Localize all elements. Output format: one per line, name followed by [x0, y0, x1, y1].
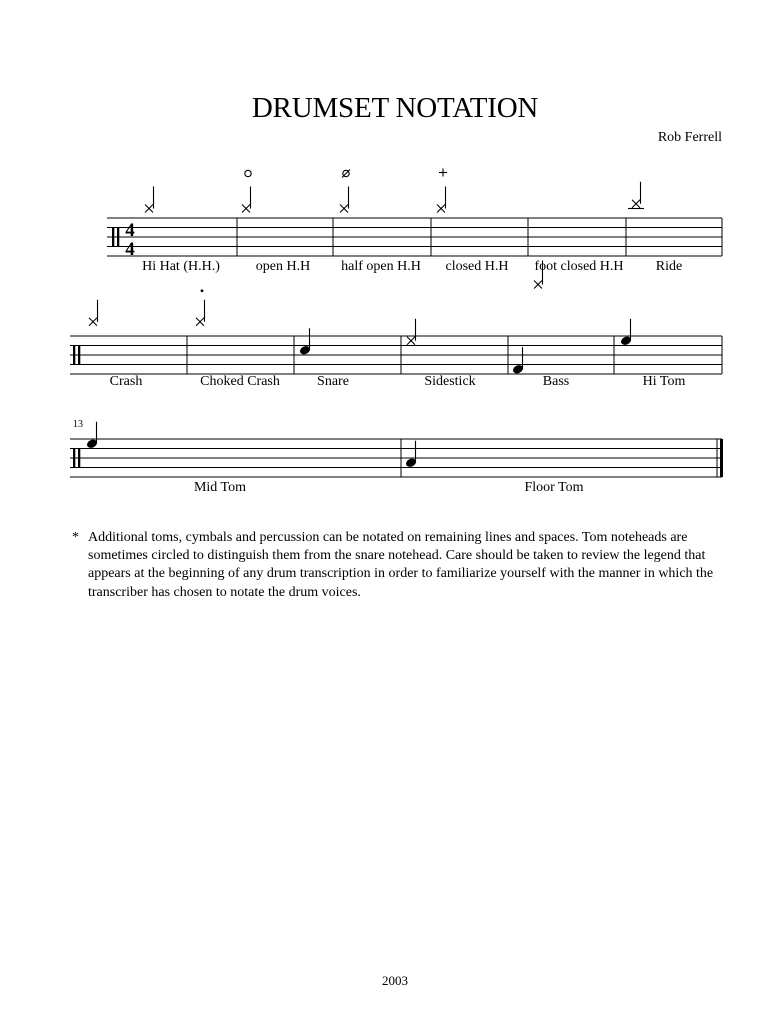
footnote-text: Additional toms, cymbals and percussion can be notated on remaining lines and spaces. Tom noteheads are sometimes circled to distinguish them from the snare notehead. Care should be taken to review the legend that appears at the beginning of any drum transcription in order to familiarize yourself with the manner in which the transcriber has chosen to notate the drum voices. [88, 530, 714, 600]
composer-name: Rob Ferrell [657, 130, 722, 145]
instrument-label: half open H.H [341, 259, 421, 274]
instrument-label: Hi Tom [642, 374, 686, 389]
footnote-marker: * [72, 530, 79, 545]
page-year: 2003 [382, 973, 408, 988]
instrument-label: foot closed H.H [534, 259, 624, 274]
percussion-clef-bar [73, 449, 75, 468]
instrument-label: Hi Hat (H.H.) [142, 259, 220, 274]
instrument-label: Choked Crash [200, 374, 280, 389]
instrument-label: closed H.H [445, 259, 509, 274]
percussion-clef-bar [78, 449, 80, 468]
time-signature-bottom: 4 [125, 239, 135, 260]
percussion-clef-bar [117, 228, 119, 247]
time-signature-top: 4 [125, 220, 135, 241]
instrument-label: Bass [542, 374, 570, 389]
percussion-clef-bar [112, 228, 114, 247]
instrument-label: Floor Tom [524, 480, 584, 495]
percussion-clef-bar [78, 346, 80, 365]
open-circle-articulation [245, 170, 251, 176]
staccato-dot [201, 289, 204, 292]
instrument-label: Crash [109, 374, 143, 389]
instrument-label: open H.H [255, 259, 311, 274]
page-title: DRUMSET NOTATION [251, 92, 539, 124]
instrument-label: Snare [317, 374, 349, 389]
instrument-label: Mid Tom [193, 480, 247, 495]
footnote [72, 529, 732, 602]
instrument-label: Ride [655, 259, 683, 274]
final-barline [720, 439, 723, 477]
percussion-clef-bar [73, 346, 75, 365]
instrument-label: Sidestick [424, 374, 476, 389]
measure-number: 13 [73, 419, 83, 430]
